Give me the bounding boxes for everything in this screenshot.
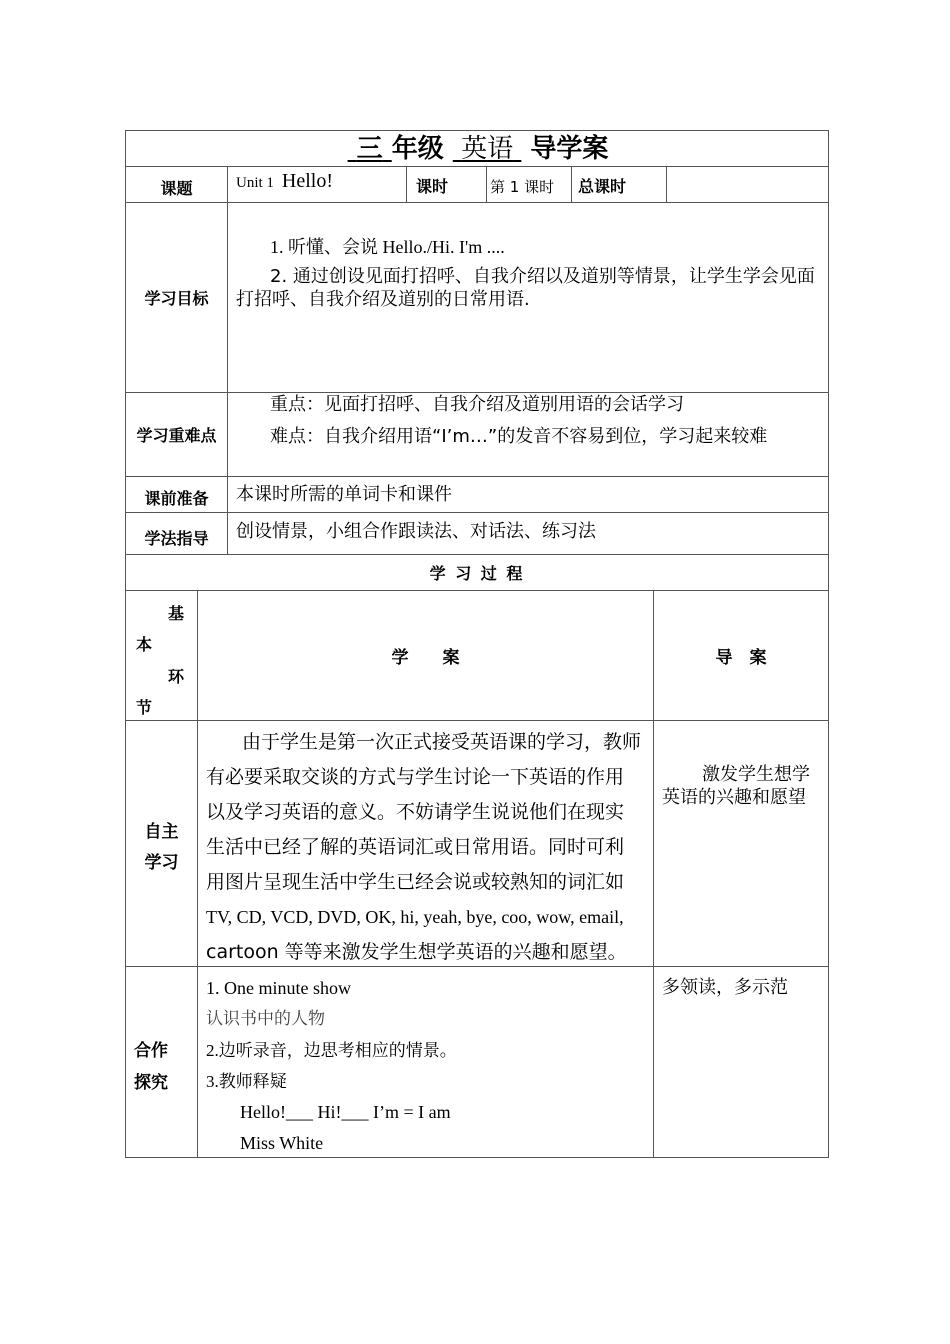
title-grade-suffix: 年级 xyxy=(391,134,444,164)
title-suffix: 导学案 xyxy=(530,134,609,164)
topic-name: Hello! xyxy=(281,170,334,192)
cooperation-line: Miss White xyxy=(240,1133,324,1153)
title-grade: 三 xyxy=(356,134,383,164)
cooperation-content xyxy=(206,973,652,1159)
stage-char-2: 本 xyxy=(136,635,153,654)
lesson-plan-table xyxy=(125,130,829,1158)
topic-unit: Unit 1 xyxy=(236,175,274,191)
stage-column-header xyxy=(126,591,197,720)
page-title xyxy=(126,131,830,167)
self-study-line: 由于学生是第一次正式接受英语课的学习，教师 xyxy=(242,731,642,753)
self-study-label-1: 自主 xyxy=(144,822,179,842)
divider xyxy=(406,166,407,203)
cooperation-line: 认识书中的人物 xyxy=(206,1009,325,1029)
method-label: 学法指导 xyxy=(144,529,209,548)
divider xyxy=(126,720,828,721)
key-points-label: 学习重难点 xyxy=(136,426,217,445)
total-label: 总课时 xyxy=(578,177,627,196)
cooperation-guide: 多领读，多示范 xyxy=(662,977,788,998)
stage-char-1: 基 xyxy=(168,604,185,623)
objective-2: 2. 通过创设见面打招呼、自我介绍以及道别等情景，让学生学会见面打招呼、自我介绍及道别的日常用语. xyxy=(236,266,815,310)
cooperation-line: 2.边听录音，边思考相应的情景。 xyxy=(206,1041,457,1060)
difficult-point: 难点：自我介绍用语“I’m…”的发音不容易到位，学习起来较难 xyxy=(270,426,768,447)
self-study-guide xyxy=(662,763,826,809)
self-study-line: TV, CD, VCD, DVD, OK, hi, yeah, bye, coo, wow, email, xyxy=(206,907,624,927)
divider xyxy=(126,202,828,203)
key-points-content xyxy=(270,391,820,451)
self-study-line: cartoon 等等来激发学生想学英语的兴趣和愿望。 xyxy=(206,941,627,963)
period-label: 课时 xyxy=(416,177,449,196)
cooperation-line: 3.教师释疑 xyxy=(206,1072,287,1091)
objective-1: 1. 听懂、会说 Hello./Hi. I'm .... xyxy=(270,237,505,257)
self-study-line: 用图片呈现生活中学生已经会说或较熟知的词汇如 xyxy=(206,871,625,893)
cooperation-label-1: 合作 xyxy=(134,1041,168,1061)
topic-label: 课题 xyxy=(160,179,193,198)
cooperation-label xyxy=(134,967,197,1158)
process-heading: 学 习 过 程 xyxy=(429,564,525,583)
self-study-line: 有必要采取交谈的方式与学生讨论一下英语的作用 xyxy=(206,766,625,788)
period-value: 第 1 课时 xyxy=(490,178,555,196)
self-study-label-2: 学习 xyxy=(144,853,179,873)
total-value xyxy=(667,167,827,202)
stage-char-3: 环 xyxy=(168,667,185,686)
self-study-label xyxy=(126,721,197,966)
objectives-label: 学习目标 xyxy=(144,289,209,308)
divider xyxy=(486,166,487,203)
method-value: 创设情景，小组合作跟读法、对话法、练习法 xyxy=(236,521,596,542)
self-study-content xyxy=(206,725,652,970)
study-column-header: 学 案 xyxy=(391,648,460,668)
self-study-line: 生活中已经了解的英语词汇或日常用语。同时可利 xyxy=(206,836,625,858)
cooperation-line: Hello!___ Hi!___ I’m = I am xyxy=(240,1102,451,1122)
self-study-guide-2: 英语的兴趣和愿望 xyxy=(662,787,806,808)
topic-value xyxy=(236,167,406,202)
title-subject: 英语 xyxy=(461,134,514,164)
self-study-line: 以及学习英语的意义。不妨请学生说说他们在现实 xyxy=(206,801,625,823)
self-study-guide-1: 激发学生想学 xyxy=(702,764,810,785)
guide-column-header: 导 案 xyxy=(715,648,767,668)
stage-char-4: 节 xyxy=(136,698,153,717)
cooperation-line: 1. One minute show xyxy=(206,978,351,998)
key-point: 重点：见面打招呼、自我介绍及道别用语的会话学习 xyxy=(270,394,684,415)
divider xyxy=(571,166,572,203)
preparation-value: 本课时所需的单词卡和课件 xyxy=(236,484,452,505)
preparation-label: 课前准备 xyxy=(144,489,209,508)
divider xyxy=(227,166,228,555)
objectives-content xyxy=(236,234,818,311)
cooperation-label-2: 探究 xyxy=(134,1073,168,1093)
